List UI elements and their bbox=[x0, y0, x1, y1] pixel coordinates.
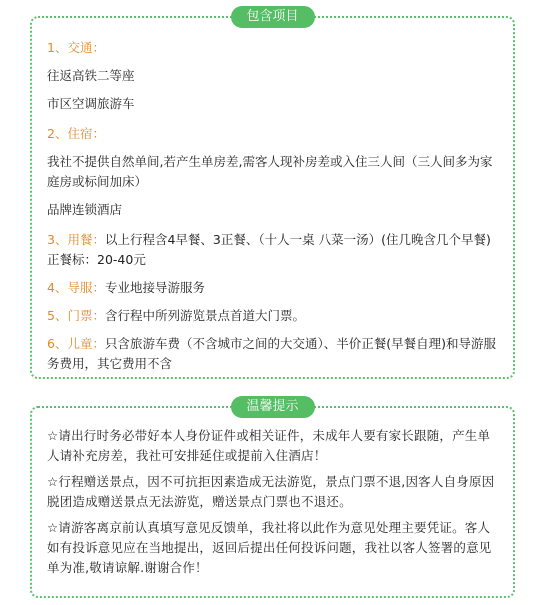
item-number: 1、 bbox=[47, 40, 68, 55]
tips-tab: 温馨提示 bbox=[231, 396, 315, 418]
item-title: 导服： bbox=[67, 280, 105, 295]
item-number: 2、 bbox=[47, 126, 68, 141]
tips-content bbox=[47, 426, 501, 584]
item-children bbox=[47, 334, 501, 374]
lodging-text: 我社不提供自然单间,若产生单房差,需客人现补房差或入住三人间（三人间多为家庭房或标间加床） bbox=[47, 154, 493, 189]
item-meals bbox=[47, 230, 501, 270]
item-number: 6、 bbox=[47, 336, 68, 351]
item-title: 交通： bbox=[67, 40, 105, 55]
lodging-extra: 品牌连锁酒店 bbox=[47, 202, 123, 217]
item-tickets bbox=[47, 306, 501, 326]
item-title: 儿童： bbox=[67, 336, 105, 351]
item-lodging-heading bbox=[47, 124, 501, 144]
tip-item: ☆请游客离京前认真填写意见反馈单，我社将以此作为意见处理主要凭证。客人如有投诉意见应在当地提出，返回后提出任何投诉问题，我社以客人签署的意见单为准,敬请谅解.谢谢合作！ bbox=[47, 520, 492, 575]
tickets-text: 含行程中所列游览景点首道大门票。 bbox=[104, 308, 305, 323]
included-items-tab: 包含项目 bbox=[231, 6, 315, 28]
tips-panel bbox=[30, 399, 515, 598]
item-title: 门票： bbox=[67, 308, 105, 323]
tip-item: ☆行程赠送景点，因不可抗拒因素造成无法游览，景点门票不退,因客人自身原因脱团造成赠送景点无法游览，赠送景点门票也不退还。 bbox=[47, 474, 495, 509]
item-number: 4、 bbox=[47, 280, 68, 295]
item-number: 5、 bbox=[47, 308, 68, 323]
included-items-content bbox=[47, 38, 501, 382]
item-number: 3、 bbox=[47, 232, 68, 247]
included-items-panel bbox=[30, 9, 515, 379]
tip-item: ☆请出行时务必带好本人身份证件或相关证件，未成年人要有家长跟随，产生单人请补充房差，我社可安排延住或提前入住酒店！ bbox=[47, 428, 491, 463]
guide-text: 专业地接导游服务 bbox=[104, 280, 205, 295]
meals-text: 以上行程含4早餐、3正餐、（十人一桌 八菜一汤）(住几晚含几个早餐) 正餐标：20-40元 bbox=[47, 232, 491, 267]
item-transport-heading bbox=[47, 38, 501, 58]
item-title: 住宿： bbox=[67, 126, 105, 141]
item-title: 用餐： bbox=[67, 232, 105, 247]
item-guide bbox=[47, 278, 501, 298]
transport-line: 市区空调旅游车 bbox=[47, 96, 135, 111]
children-text: 只含旅游车费（不含城市之间的大交通）、半价正餐(早餐自理)和导游服务费用，其它费用不含 bbox=[47, 336, 496, 371]
transport-line: 往返高铁二等座 bbox=[47, 68, 135, 83]
